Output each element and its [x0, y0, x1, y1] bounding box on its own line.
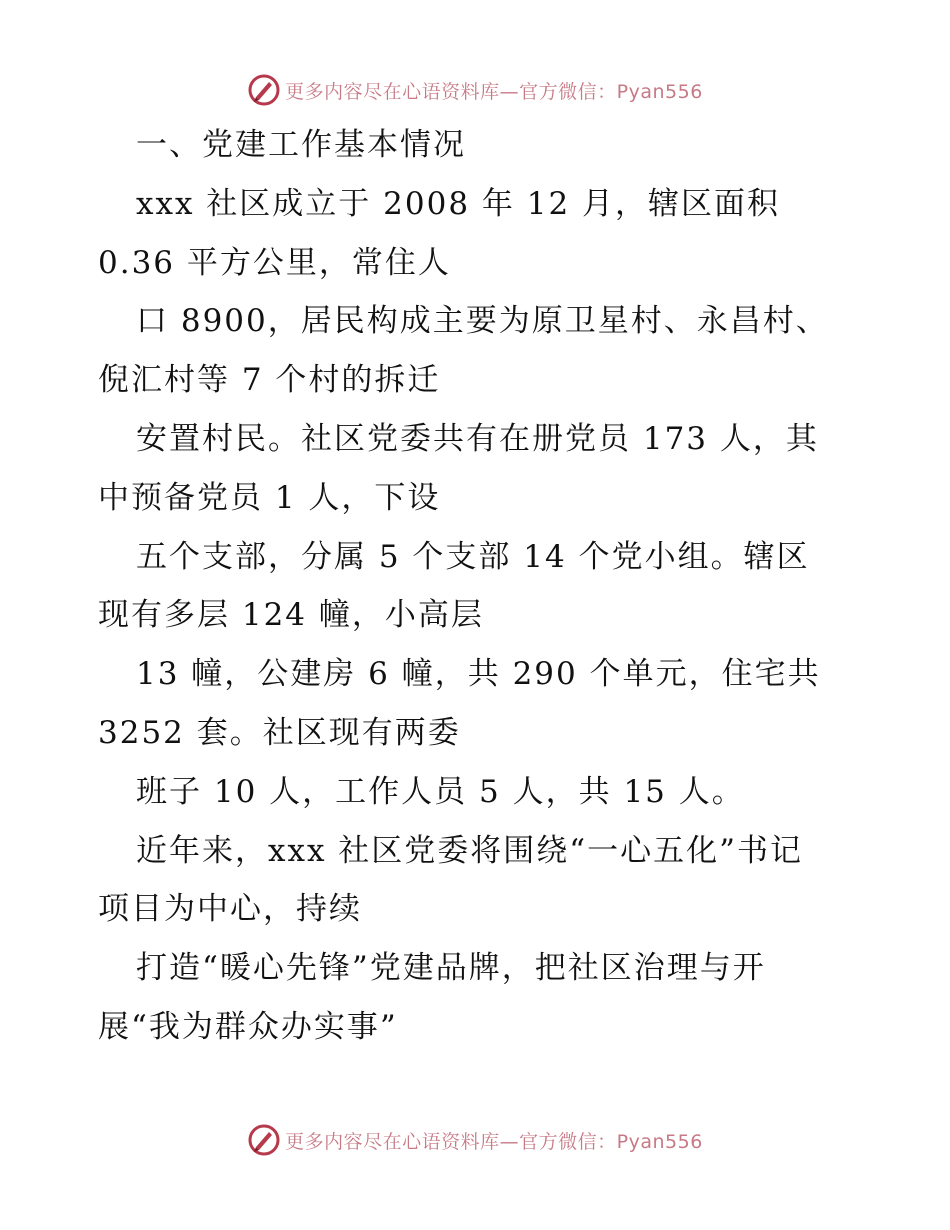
- body-line: 0.36 平方公里，常住人: [98, 244, 451, 281]
- body-line: 展“我为群众办实事”: [98, 1008, 398, 1045]
- pen-circle-logo-icon: [247, 1123, 281, 1157]
- body-line: 口 8900，居民构成主要为原卫星村、永昌村、: [136, 303, 829, 340]
- body-line: 现有多层 124 幢，小高层: [98, 597, 484, 634]
- body-line: 3252 套。社区现有两委: [98, 714, 461, 751]
- body-line: 13 幢，公建房 6 幢，共 290 个单元，住宅共: [136, 656, 821, 693]
- body-line: 五个支部，分属 5 个支部 14 个党小组。辖区: [136, 538, 810, 575]
- body-line: xxx 社区成立于 2008 年 12 月，辖区面积: [136, 185, 781, 222]
- body-line: 打造“暖心先锋”党建品牌，把社区治理与开: [136, 950, 766, 987]
- body-line: 中预备党员 1 人，下设: [98, 479, 441, 516]
- footer-banner: [0, 1120, 950, 1160]
- body-line: 班子 10 人，工作人员 5 人，共 15 人。: [136, 773, 745, 810]
- footer-banner-text: 更多内容尽在心语资料库—官方微信：Pyan556: [285, 1130, 703, 1153]
- body-line: 项目为中心，持续: [98, 891, 362, 928]
- body-line: 安置村民。社区党委共有在册党员 173 人，其: [136, 420, 819, 457]
- pen-circle-logo-icon: [247, 73, 281, 107]
- document-body: [98, 116, 858, 1057]
- section-heading: 一、党建工作基本情况: [136, 127, 466, 163]
- header-banner-text: 更多内容尽在心语资料库—官方微信：Pyan556: [285, 80, 703, 103]
- body-line: 近年来，xxx 社区党委将围绕“一心五化”书记: [136, 832, 803, 869]
- body-line: 倪汇村等 7 个村的拆迁: [98, 362, 441, 399]
- header-banner: [0, 70, 950, 110]
